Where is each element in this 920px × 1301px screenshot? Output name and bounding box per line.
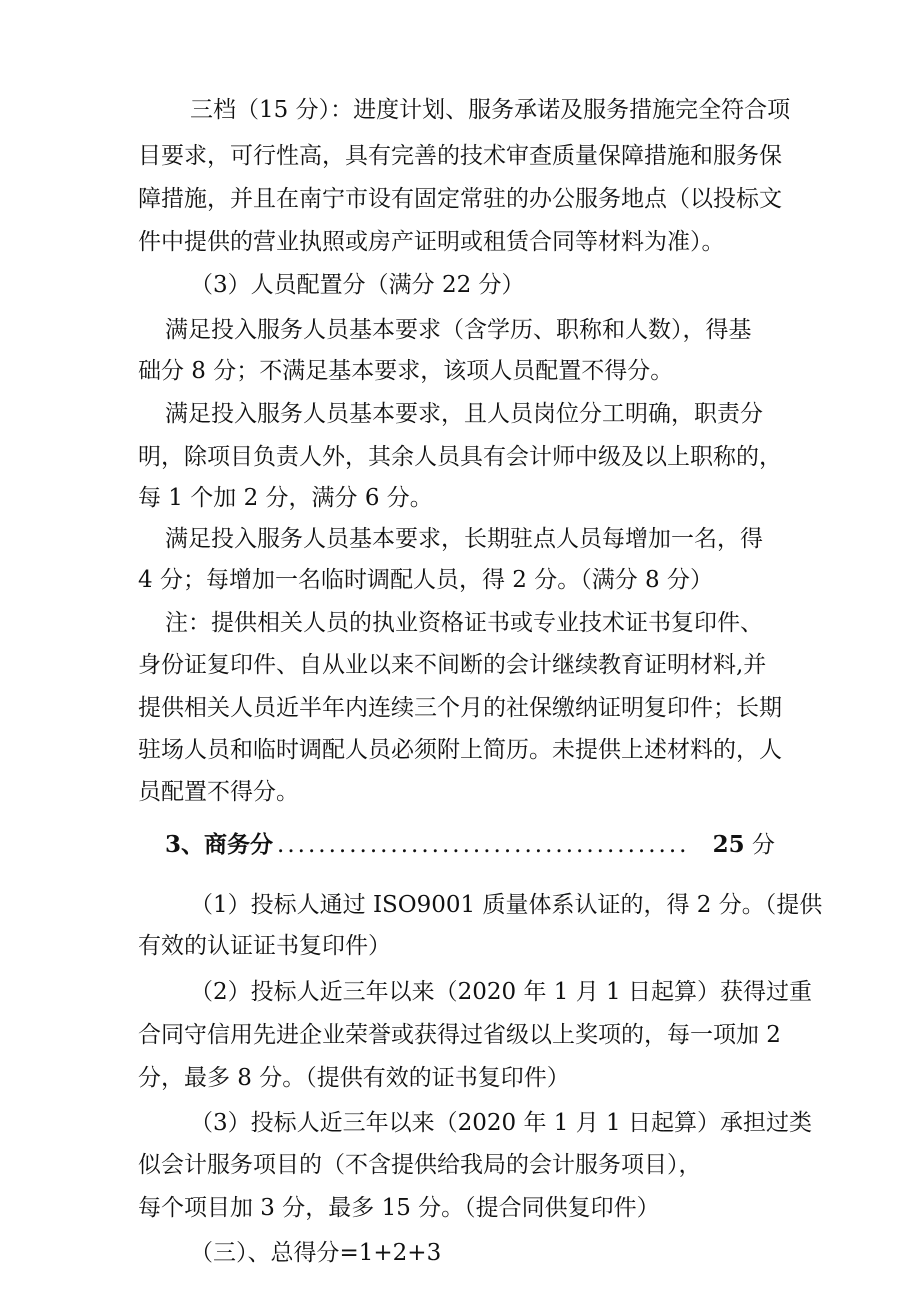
staff-p1-line-1: 满足投入服务人员基本要求（含学历、职称和人数），得基 (165, 317, 752, 343)
tier3-line-4: 件中提供的营业执照或房产证明或租赁合同等材料为准）。 (138, 229, 725, 255)
staff-p3-line-2: 4 分；每增加一名临时调配人员，得 2 分。（满分 8 分） (138, 567, 713, 593)
tier3-line-1: 三档（15 分）：进度计划、服务承诺及服务措施完全符合项 (190, 97, 791, 123)
staff-p2-line-2: 明，除项目负责人外，其余人员具有会计师中级及以上职称的， (138, 444, 782, 470)
staff-note-line-1: 注：提供相关人员的执业资格证书或专业技术证书复印件、 (165, 610, 763, 636)
biz-1-line-2: 有效的认证证书复印件） (138, 933, 391, 959)
staff-p1-line-2: 础分 8 分；不满足基本要求，该项人员配置不得分。 (138, 358, 674, 384)
staff-note-line-2: 身份证复印件、自从业以来不间断的会计继续教育证明材料,并 (138, 652, 767, 678)
biz-1-line-1: （1）投标人通过 ISO9001 质量体系认证的，得 2 分。（提供 (190, 892, 823, 918)
total-score-line: （三）、总得分=1+2+3 (190, 1240, 442, 1266)
business-score-heading (165, 830, 775, 860)
business-score-value: 25 (712, 831, 745, 858)
staff-p3-line-1: 满足投入服务人员基本要求，长期驻点人员每增加一名，得 (165, 526, 763, 552)
business-label: 3、商务分 (165, 831, 274, 858)
business-score-unit: 分 (752, 832, 775, 858)
staff-note-line-3: 提供相关人员近半年内连续三个月的社保缴纳证明复印件；长期 (138, 695, 782, 721)
business-leader-dots: ........................................ (277, 832, 690, 858)
biz-2-line-1: （2）投标人近三年以来（2020 年 1 月 1 日起算）获得过重 (190, 979, 812, 1005)
biz-2-line-2: 合同守信用先进企业荣誉或获得过省级以上奖项的，每一项加 2 (138, 1022, 781, 1048)
biz-2-line-3: 分，最多 8 分。（提供有效的证书复印件） (138, 1065, 570, 1091)
biz-3-line-2: 似会计服务项目的（不含提供给我局的会计服务项目）， (138, 1152, 702, 1178)
biz-3-line-1: （3）投标人近三年以来（2020 年 1 月 1 日起算）承担过类 (190, 1110, 812, 1136)
tier3-line-2: 目要求，可行性高，具有完善的技术审查质量保障措施和服务保 (138, 143, 782, 169)
staff-p2-line-3: 每 1 个加 2 分，满分 6 分。 (138, 485, 433, 511)
staff-note-line-5: 员配置不得分。 (138, 779, 299, 805)
biz-3-line-3: 每个项目加 3 分，最多 15 分。（提合同供复印件） (138, 1195, 660, 1221)
staff-note-line-4: 驻场人员和临时调配人员必须附上简历。未提供上述材料的，人 (138, 737, 782, 763)
tier3-line-3: 障措施，并且在南宁市设有固定常驻的办公服务地点（以投标文 (138, 186, 782, 212)
staff-heading: （3）人员配置分（满分 22 分） (190, 272, 525, 298)
staff-p2-line-1: 满足投入服务人员基本要求，且人员岗位分工明确，职责分 (165, 401, 763, 427)
